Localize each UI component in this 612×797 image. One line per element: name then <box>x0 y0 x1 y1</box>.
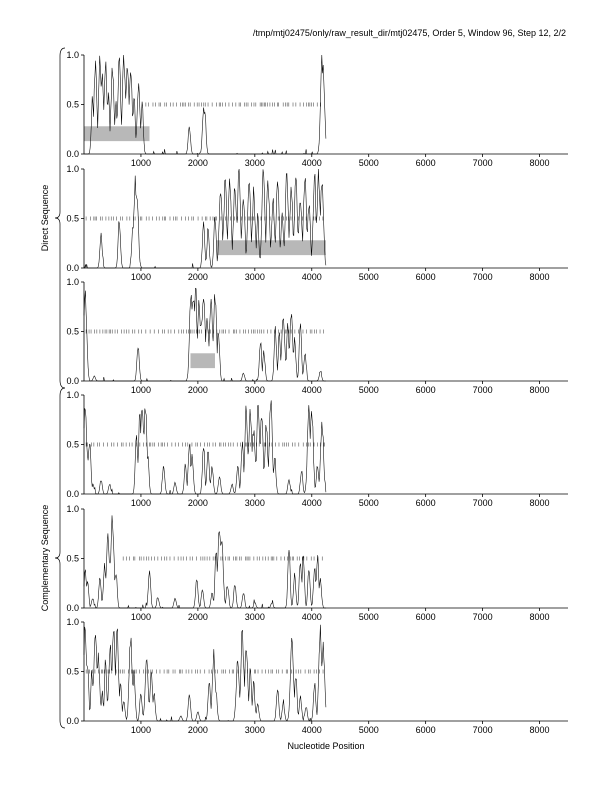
x-tick-label: 7000 <box>472 612 493 622</box>
series-line <box>84 515 326 608</box>
x-tick-label: 5000 <box>358 498 379 508</box>
y-tick-label: 0.5 <box>66 439 79 450</box>
x-tick-label: 5000 <box>358 385 379 395</box>
chart-panels <box>66 50 568 735</box>
direct-sequence-bracket <box>55 48 65 388</box>
complementary-sequence-label: Complementary Sequence <box>40 504 50 612</box>
panel-complementary-frame-1 <box>66 390 568 508</box>
x-tick-label: 3000 <box>244 158 265 168</box>
x-tick-label: 4000 <box>301 158 322 168</box>
panel-direct-frame-3 <box>66 277 568 395</box>
x-tick-label: 1000 <box>130 498 151 508</box>
x-tick-label: 7000 <box>472 272 493 282</box>
x-tick-label: 6000 <box>415 385 436 395</box>
y-tick-label: 0.5 <box>66 553 79 564</box>
panel-direct-frame-2 <box>66 164 568 282</box>
series-line <box>84 400 326 494</box>
y-tick-label: 1.0 <box>66 277 79 287</box>
y-tick-label: 0.0 <box>66 489 79 499</box>
x-tick-label: 8000 <box>529 612 550 622</box>
x-tick-label: 5000 <box>358 158 379 168</box>
highlight-region <box>190 353 214 368</box>
y-tick-label: 0.5 <box>66 666 79 677</box>
x-tick-label: 7000 <box>472 385 493 395</box>
y-tick-label: 1.0 <box>66 50 79 60</box>
x-tick-label: 1000 <box>130 272 151 282</box>
x-tick-label: 2000 <box>187 272 208 282</box>
x-tick-label: 4000 <box>301 385 322 395</box>
x-tick-label: 2000 <box>187 498 208 508</box>
x-tick-label: 3000 <box>244 725 265 735</box>
x-tick-label: 8000 <box>529 158 550 168</box>
y-tick-label: 0.5 <box>66 213 79 224</box>
x-tick-label: 2000 <box>187 385 208 395</box>
x-tick-label: 3000 <box>244 612 265 622</box>
y-tick-label: 0.0 <box>66 716 79 726</box>
x-tick-label: 6000 <box>415 272 436 282</box>
x-tick-label: 6000 <box>415 498 436 508</box>
x-tick-label: 6000 <box>415 612 436 622</box>
page-title: /tmp/mtj02475/only/raw_result_dir/mtj02475, Order 5, Window 96, Step 12, 2/2 <box>252 28 566 38</box>
x-tick-label: 5000 <box>358 725 379 735</box>
x-tick-label: 6000 <box>415 725 436 735</box>
x-tick-label: 3000 <box>244 385 265 395</box>
x-tick-label: 8000 <box>529 385 550 395</box>
x-tick-label: 1000 <box>130 385 151 395</box>
y-tick-label: 1.0 <box>66 617 79 627</box>
x-tick-label: 8000 <box>529 498 550 508</box>
x-tick-label: 7000 <box>472 725 493 735</box>
group-brackets <box>40 48 65 728</box>
panel-complementary-frame-2 <box>66 504 568 622</box>
y-tick-label: 1.0 <box>66 164 79 174</box>
x-tick-label: 4000 <box>301 725 322 735</box>
x-tick-label: 5000 <box>358 272 379 282</box>
x-tick-label: 7000 <box>472 158 493 168</box>
x-tick-label: 2000 <box>187 158 208 168</box>
y-tick-label: 0.0 <box>66 263 79 273</box>
x-tick-label: 4000 <box>301 612 322 622</box>
x-tick-label: 4000 <box>301 498 322 508</box>
x-axis-label: Nucleotide Position <box>287 741 365 751</box>
x-tick-label: 6000 <box>415 158 436 168</box>
x-tick-label: 1000 <box>130 725 151 735</box>
y-tick-label: 0.5 <box>66 99 79 110</box>
highlight-region <box>84 126 149 141</box>
x-tick-label: 2000 <box>187 612 208 622</box>
x-tick-label: 5000 <box>358 612 379 622</box>
y-tick-label: 0.5 <box>66 326 79 337</box>
y-tick-label: 0.0 <box>66 149 79 159</box>
y-tick-label: 0.0 <box>66 376 79 386</box>
x-tick-label: 1000 <box>130 158 151 168</box>
y-tick-label: 1.0 <box>66 504 79 514</box>
x-tick-label: 8000 <box>529 272 550 282</box>
panel-complementary-frame-3 <box>66 617 568 735</box>
x-tick-label: 3000 <box>244 272 265 282</box>
direct-sequence-label: Direct Sequence <box>40 184 50 252</box>
panel-direct-frame-1 <box>66 50 568 168</box>
y-tick-label: 1.0 <box>66 390 79 400</box>
x-tick-label: 3000 <box>244 498 265 508</box>
complementary-sequence-bracket <box>55 388 65 728</box>
x-tick-label: 1000 <box>130 612 151 622</box>
x-tick-label: 2000 <box>187 725 208 735</box>
x-tick-label: 8000 <box>529 725 550 735</box>
highlight-region <box>217 240 326 255</box>
y-tick-label: 0.0 <box>66 603 79 613</box>
x-tick-label: 4000 <box>301 272 322 282</box>
x-tick-label: 7000 <box>472 498 493 508</box>
